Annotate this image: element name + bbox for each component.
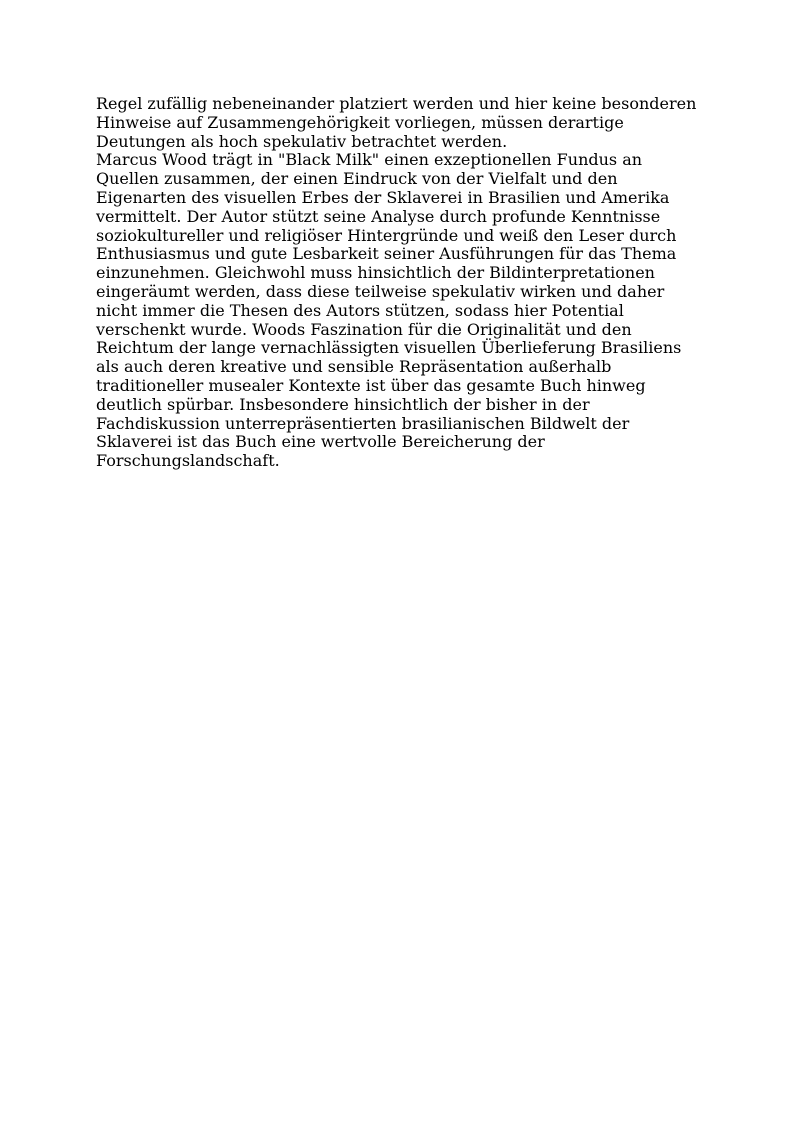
text-line: traditioneller musealer Kontexte ist über das gesamte Buch hinweg (96, 375, 646, 395)
text-line: nicht immer die Thesen des Autors stützen, sodass hier Potential (96, 300, 624, 320)
text-line: vermittelt. Der Autor stützt seine Analyse durch profunde Kenntnisse (96, 206, 661, 226)
text-line: deutlich spürbar. Insbesondere hinsichtlich der bisher in der (96, 394, 590, 414)
text-line: Fachdiskussion unterrepräsentierten brasilianischen Bildwelt der (96, 413, 630, 433)
text-line: verschenkt wurde. Woods Faszination für die Originalität und den (96, 319, 632, 339)
text-line: Deutungen als hoch spekulativ betrachtet werden. (96, 131, 508, 151)
text-line: einzunehmen. Gleichwohl muss hinsichtlich der Bildinterpretationen (96, 263, 655, 283)
text-line: Enthusiasmus und gute Lesbarkeit seiner Ausführungen für das Thema (96, 244, 677, 264)
text-line: Quellen zusammen, der einen Eindruck von der Vielfalt und den (96, 169, 618, 189)
text-line: Marcus Wood trägt in "Black Milk" einen exzeptionellen Fundus an (96, 150, 643, 170)
text-line: Forschungslandschaft. (96, 451, 280, 471)
text-line: eingeräumt werden, dass diese teilweise spekulativ wirken und daher (96, 281, 665, 301)
text-line: Reichtum der lange vernachlässigten visuellen Überlieferung Brasiliens (96, 338, 682, 358)
text-line: Regel zufällig nebeneinander platziert werden und hier keine besonderen (96, 94, 697, 113)
body-text (96, 95, 716, 471)
text-line: als auch deren kreative und sensible Repräsentation außerhalb (96, 357, 612, 377)
text-line: soziokultureller und religiöser Hintergründe und weiß den Leser durch (96, 225, 677, 245)
text-line: Sklaverei ist das Buch eine wertvolle Bereicherung der (96, 432, 545, 452)
text-line: Eigenarten des visuellen Erbes der Sklaverei in Brasilien und Amerika (96, 187, 670, 207)
text-line: Hinweise auf Zusammengehörigkeit vorliegen, müssen derartige (96, 112, 624, 132)
